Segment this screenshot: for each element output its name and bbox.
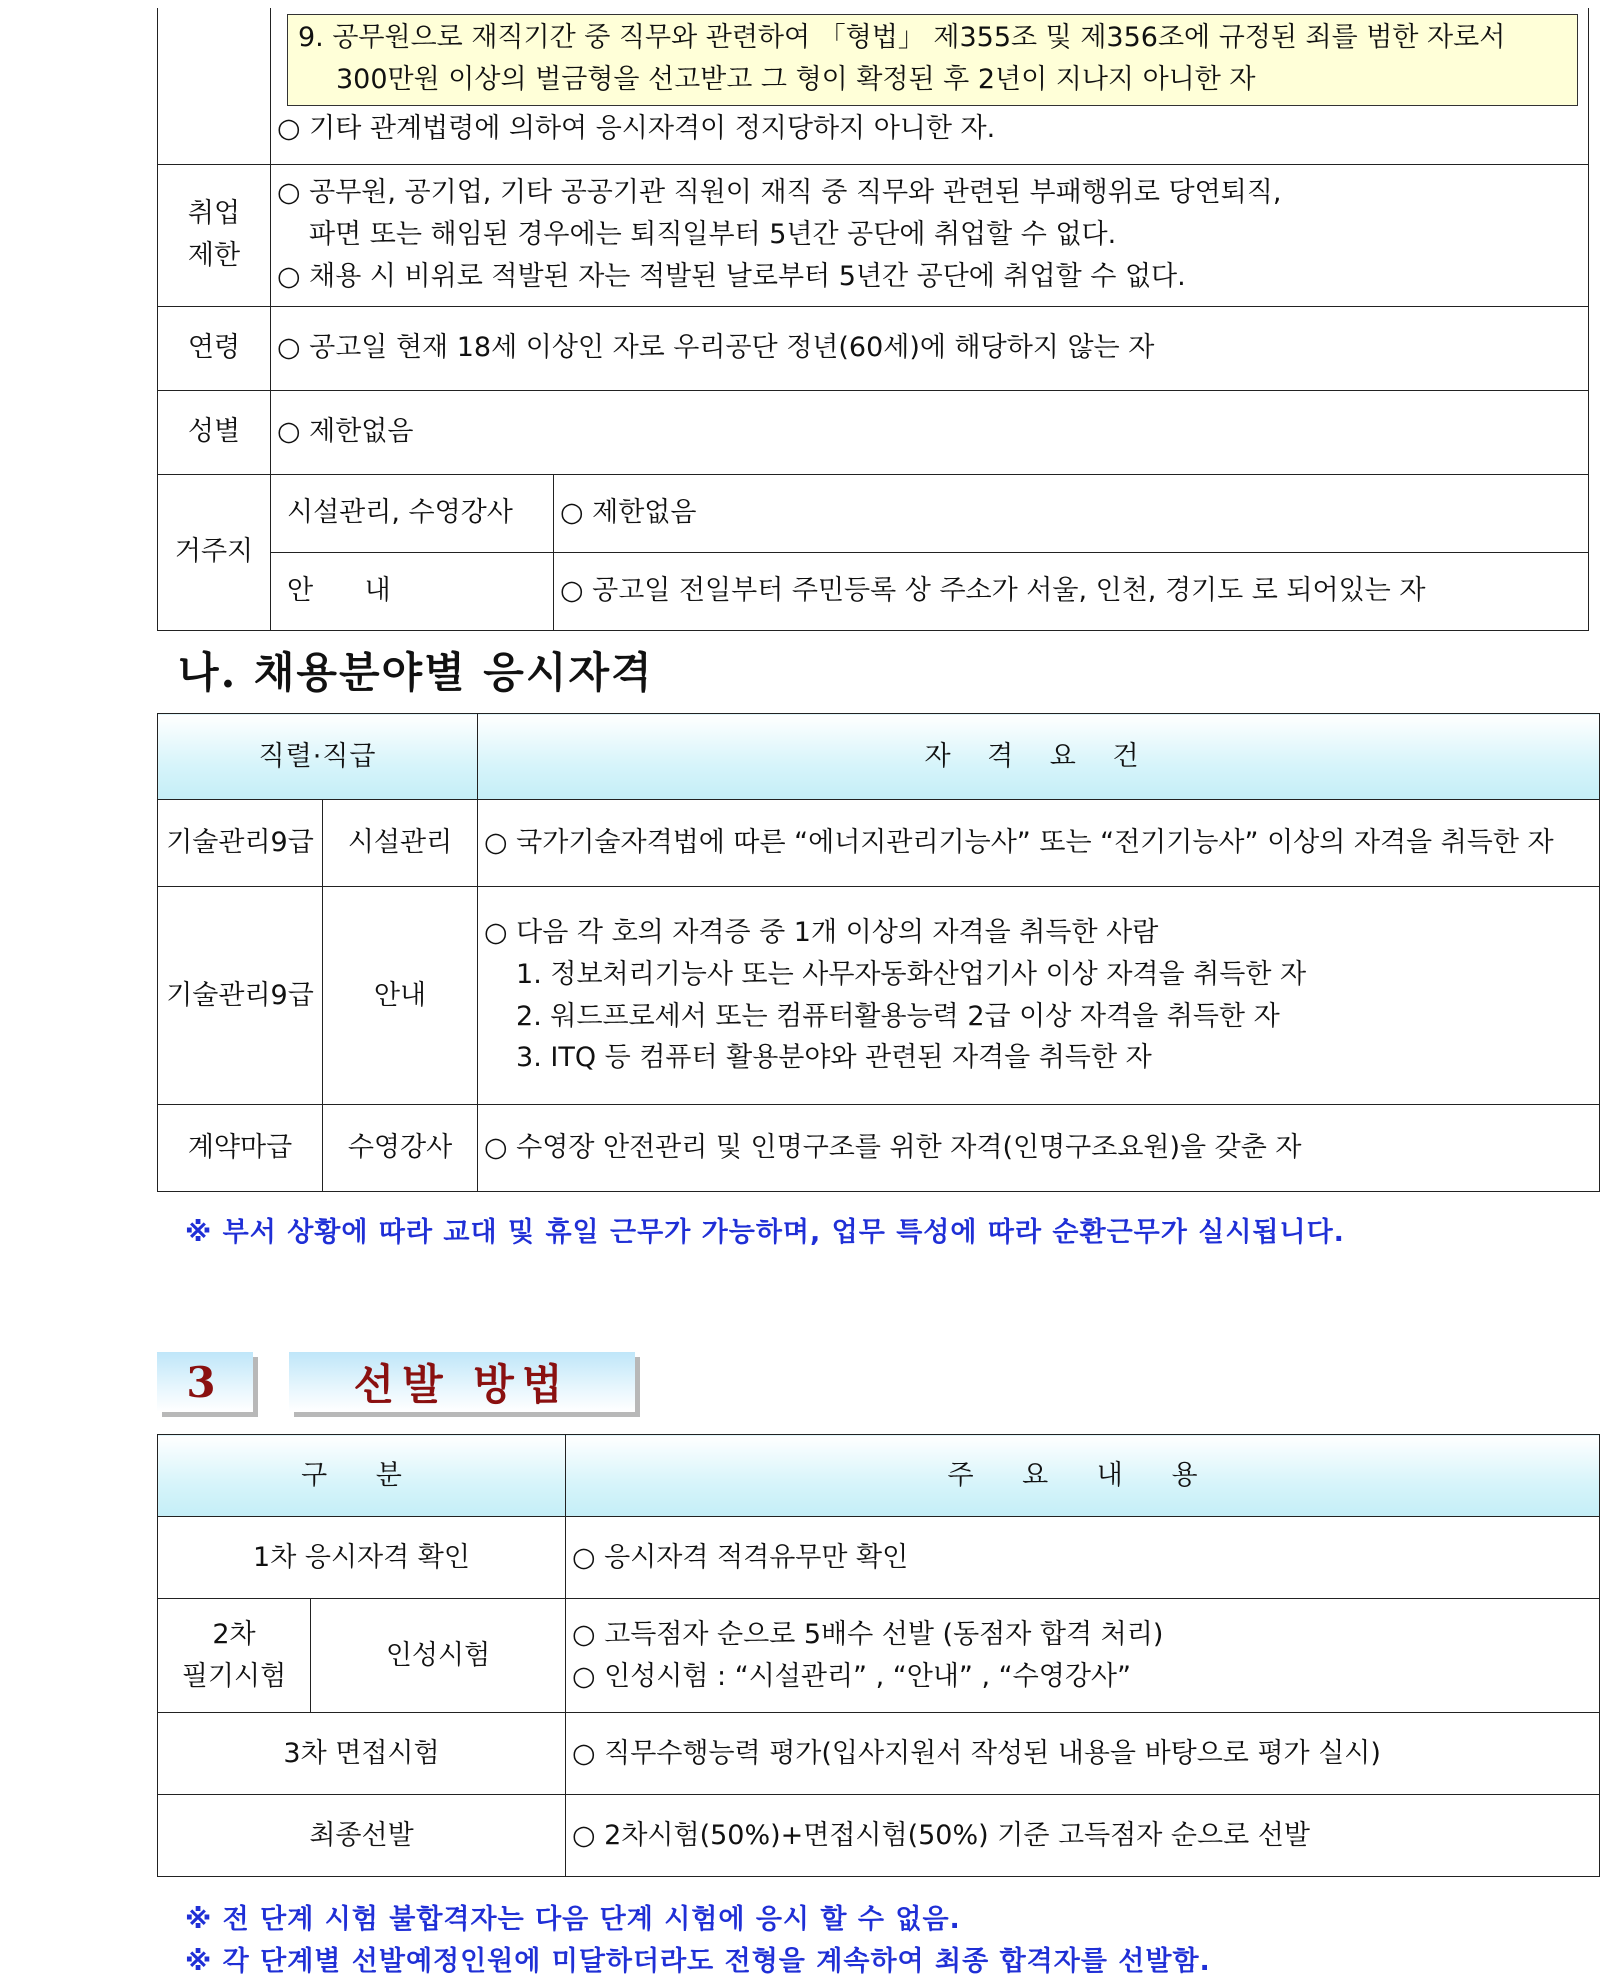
gender-label: 성별 xyxy=(158,390,271,474)
stage1-text: ○ 응시자격 적격유무만 확인 xyxy=(566,1517,1600,1599)
shift-work-note: ※ 부서 상황에 따라 교대 및 휴일 근무가 가능하며, 업무 특성에 따라 순환근무가 실시됩니다. xyxy=(185,1217,1345,1248)
field-cell: 시설관리 xyxy=(323,800,478,887)
qualification-row-swim xyxy=(158,1105,1600,1192)
age-row xyxy=(158,306,1589,390)
residence-sub2-text: ○ 공고일 전일부터 주민등록 상 주소가 서울, 인천, 경기도 로 되어있는 자 xyxy=(554,552,1589,630)
final-selection-label: 최종선발 xyxy=(158,1795,566,1877)
qualification-table xyxy=(157,713,1600,1192)
residence-sub1-text: ○ 제한없음 xyxy=(554,474,1589,552)
disqualification-row xyxy=(158,8,1589,164)
selection-header-row xyxy=(158,1435,1600,1517)
age-label: 연령 xyxy=(158,306,271,390)
selection-row-4 xyxy=(158,1795,1600,1877)
residence-row-1 xyxy=(158,474,1589,552)
residence-label: 거주지 xyxy=(158,474,271,630)
section-number-box: 3 xyxy=(157,1352,253,1412)
requirement-cell: ○ 수영장 안전관리 및 인명구조를 위한 자격(인명구조요원)을 갖춘 자 xyxy=(478,1105,1600,1192)
continue-note: ※ 각 단계별 선발예정인원에 미달하더라도 전형을 계속하여 최종 합격자를 선발함. xyxy=(185,1946,1211,1977)
grade-cell: 계약마급 xyxy=(158,1105,323,1192)
section-na-title: 나. 채용분야별 응시자격 xyxy=(178,648,654,697)
qualification-row-guide xyxy=(158,887,1600,1105)
requirement-cell: ○ 국가기술자격법에 따른 “에너지관리기능사” 또는 “전기기능사” 이상의 자격을 취득한 자 xyxy=(478,800,1600,887)
header-job-grade: 직렬·직급 xyxy=(158,714,478,800)
header-main-content: 주 요 내 용 xyxy=(566,1435,1600,1517)
employment-restriction-text: ○ 공무원, 공기업, 기타 공공기관 직원이 재직 중 직무와 관련된 부패행위로 당연퇴직, 파면 또는 해임된 경우에는 퇴직일부터 5년간 공단에 취업할 수 없다. ○ 채용 시 비위로 적발된 자는 적발된 날로부터 5년간 공단에 취업할 수 없다. xyxy=(271,164,1589,306)
stage3-text: ○ 직무수행능력 평가(입사지원서 작성된 내용을 바탕으로 평가 실시) xyxy=(566,1713,1600,1795)
fail-note: ※ 전 단계 시험 불합격자는 다음 단계 시험에 응시 할 수 없음. xyxy=(185,1904,961,1935)
grade-cell: 기술관리9급 xyxy=(158,800,323,887)
selection-row-3 xyxy=(158,1713,1600,1795)
eligibility-table xyxy=(157,8,1589,631)
other-disqualification-text: ○ 기타 관계법령에 의하여 응시자격이 정지당하지 아니한 자. xyxy=(277,112,996,144)
qualification-header-row xyxy=(158,714,1600,800)
gender-text: ○ 제한없음 xyxy=(271,390,1589,474)
employment-restriction-label: 취업 제한 xyxy=(158,164,271,306)
stage3-label: 3차 면접시험 xyxy=(158,1713,566,1795)
employment-restriction-row xyxy=(158,164,1589,306)
qualification-row-facility xyxy=(158,800,1600,887)
selection-method-table xyxy=(157,1434,1600,1877)
requirement-cell: ○ 다음 각 호의 자격증 중 1개 이상의 자격을 취득한 사람 1. 정보처리기능사 또는 사무자동화산업기사 이상 자격을 취득한 자 2. 워드프로세서 또는 컴퓨터활용능력 2급 이상 자격을 취득한 자 3. ITQ 등 컴퓨터 활용분야와 관련된 자격을 취득한 자 xyxy=(478,887,1600,1105)
field-cell: 안내 xyxy=(323,887,478,1105)
gender-row xyxy=(158,390,1589,474)
item9-line2: 300만원 이상의 벌금형을 선고받고 그 형이 확정된 후 2년이 지나지 아니한 자 xyxy=(336,63,1256,95)
stage2-label: 2차 필기시험 xyxy=(158,1599,311,1713)
header-requirements: 자 격 요 건 xyxy=(478,714,1600,800)
selection-row-2 xyxy=(158,1599,1600,1713)
residence-row-2 xyxy=(158,552,1589,630)
stage2-sub-label: 인성시험 xyxy=(311,1599,566,1713)
grade-cell: 기술관리9급 xyxy=(158,887,323,1105)
residence-sub1-label: 시설관리, 수영강사 xyxy=(271,474,554,552)
header-category: 구 분 xyxy=(158,1435,566,1517)
selection-row-1 xyxy=(158,1517,1600,1599)
item9-line1: 9. 공무원으로 재직기간 중 직무와 관련하여 「형법」 제355조 및 제356조에 규정된 죄를 범한 자로서 xyxy=(298,22,1506,53)
residence-sub2-label: 안 내 xyxy=(271,552,554,630)
field-cell: 수영강사 xyxy=(323,1105,478,1192)
disqualification-item-9-box xyxy=(287,14,1578,106)
stage2-text: ○ 고득점자 순으로 5배수 선발 (동점자 합격 처리) ○ 인성시험 : “시설관리” , “안내” , “수영강사” xyxy=(566,1599,1600,1713)
stage1-label: 1차 응시자격 확인 xyxy=(158,1517,566,1599)
section-title-box: 선발 방법 xyxy=(289,1352,635,1412)
age-text: ○ 공고일 현재 18세 이상인 자로 우리공단 정년(60세)에 해당하지 않는 자 xyxy=(271,306,1589,390)
final-selection-text: ○ 2차시험(50%)+면접시험(50%) 기준 고득점자 순으로 선발 xyxy=(566,1795,1600,1877)
